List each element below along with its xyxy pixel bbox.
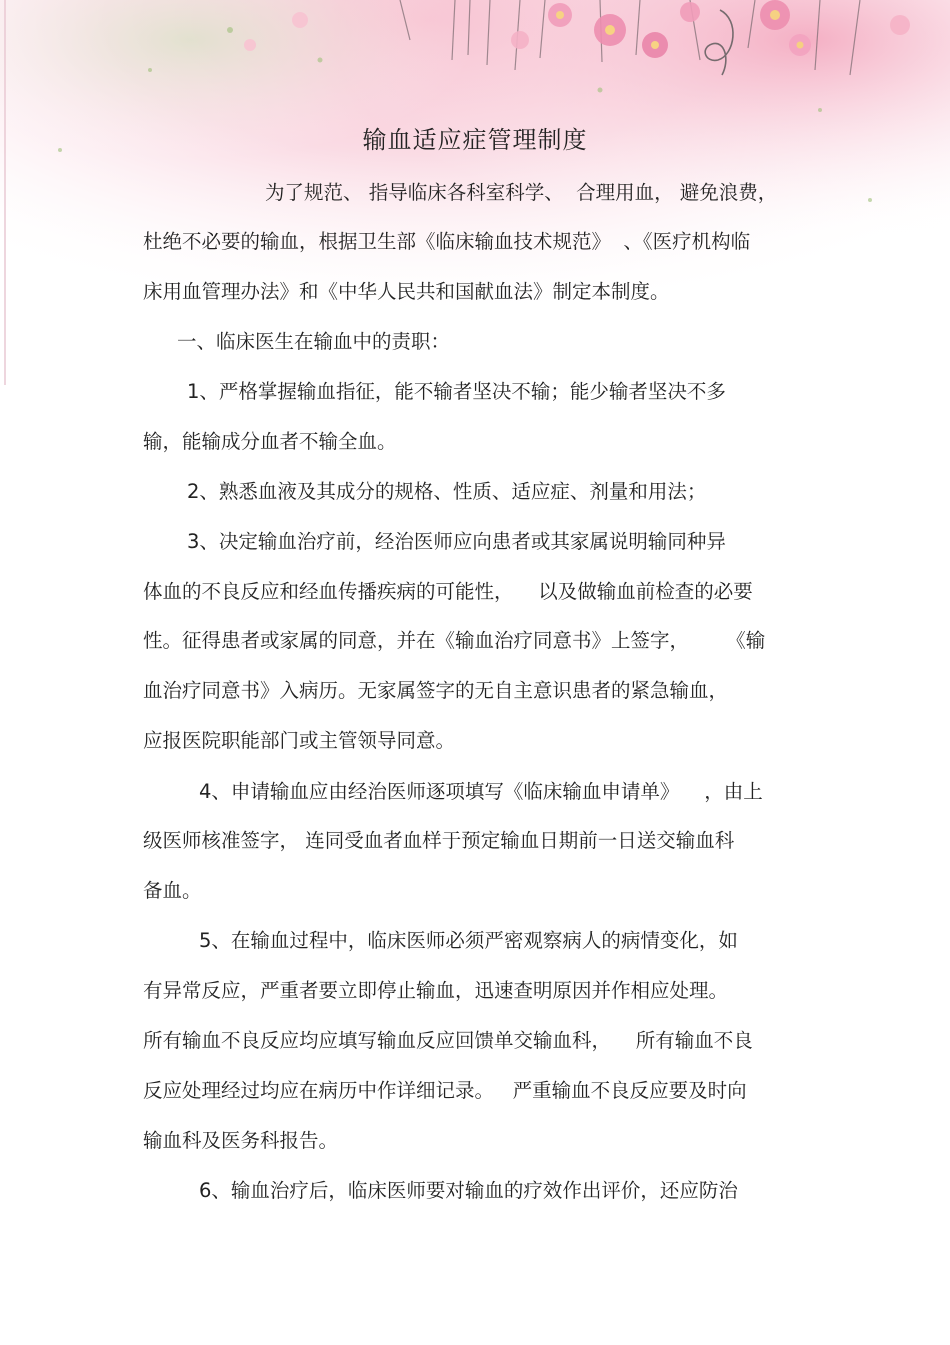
paragraph-line: 体血的不良反应和经血传播疾病的可能性， 以及做输血前检查的必要 (143, 580, 753, 603)
paragraph-line: 备血。 (143, 879, 202, 902)
paragraph-line: 5、在输血过程中，临床医师必须严密观察病人的病情变化，如 (199, 929, 738, 952)
paragraph-line: 所有输血不良反应均应填写输血反应回馈单交输血科， 所有输血不良 (143, 1029, 753, 1052)
paragraph-line: 输，能输成分血者不输全血。 (143, 430, 397, 453)
paragraph-line: 杜绝不必要的输血，根据卫生部《临床输血技术规范》 、《医疗机构临 (143, 230, 751, 253)
paragraph-line: 2、熟悉血液及其成分的规格、性质、适应症、剂量和用法； (187, 480, 707, 503)
section-heading: 一、临床医生在输血中的责职： (177, 330, 451, 353)
paragraph-line: 性。征得患者或家属的同意，并在《输血治疗同意书》上签字， 《输 (143, 629, 766, 652)
paragraph-line: 1、严格掌握输血指征，能不输者坚决不输；能少输者坚决不多 (187, 380, 726, 403)
paragraph-line: 3、决定输血治疗前，经治医师应向患者或其家属说明输同种异 (187, 530, 726, 553)
paragraph-line: 床用血管理办法》和《中华人民共和国献血法》制定本制度。 (143, 280, 670, 303)
paragraph-line: 应报医院职能部门或主管领导同意。 (143, 729, 456, 752)
paragraph-line: 输血科及医务科报告。 (143, 1129, 339, 1152)
paragraph-line: 有异常反应，严重者要立即停止输血，迅速查明原因并作相应处理。 (143, 979, 729, 1002)
paragraph-line: 为了规范、 指导临床各科室科学、 合理用血， 避免浪费， (265, 181, 778, 204)
paragraph-line: 血治疗同意书》入病历。无家属签字的无自主意识患者的紧急输血， (143, 679, 729, 702)
paragraph-line: 4、申请输血应由经治医师逐项填写《临床输血申请单》 ，由上 (199, 780, 763, 803)
paragraph-line: 反应处理经过均应在病历中作详细记录。 严重输血不良反应要及时向 (143, 1079, 747, 1102)
document-title: 输血适应症管理制度 (362, 126, 588, 154)
paragraph-line: 级医师核准签字， 连同受血者血样于预定输血日期前一日送交输血科 (143, 829, 735, 852)
paragraph-line: 6、输血治疗后，临床医师要对输血的疗效作出评价，还应防治 (199, 1179, 738, 1202)
